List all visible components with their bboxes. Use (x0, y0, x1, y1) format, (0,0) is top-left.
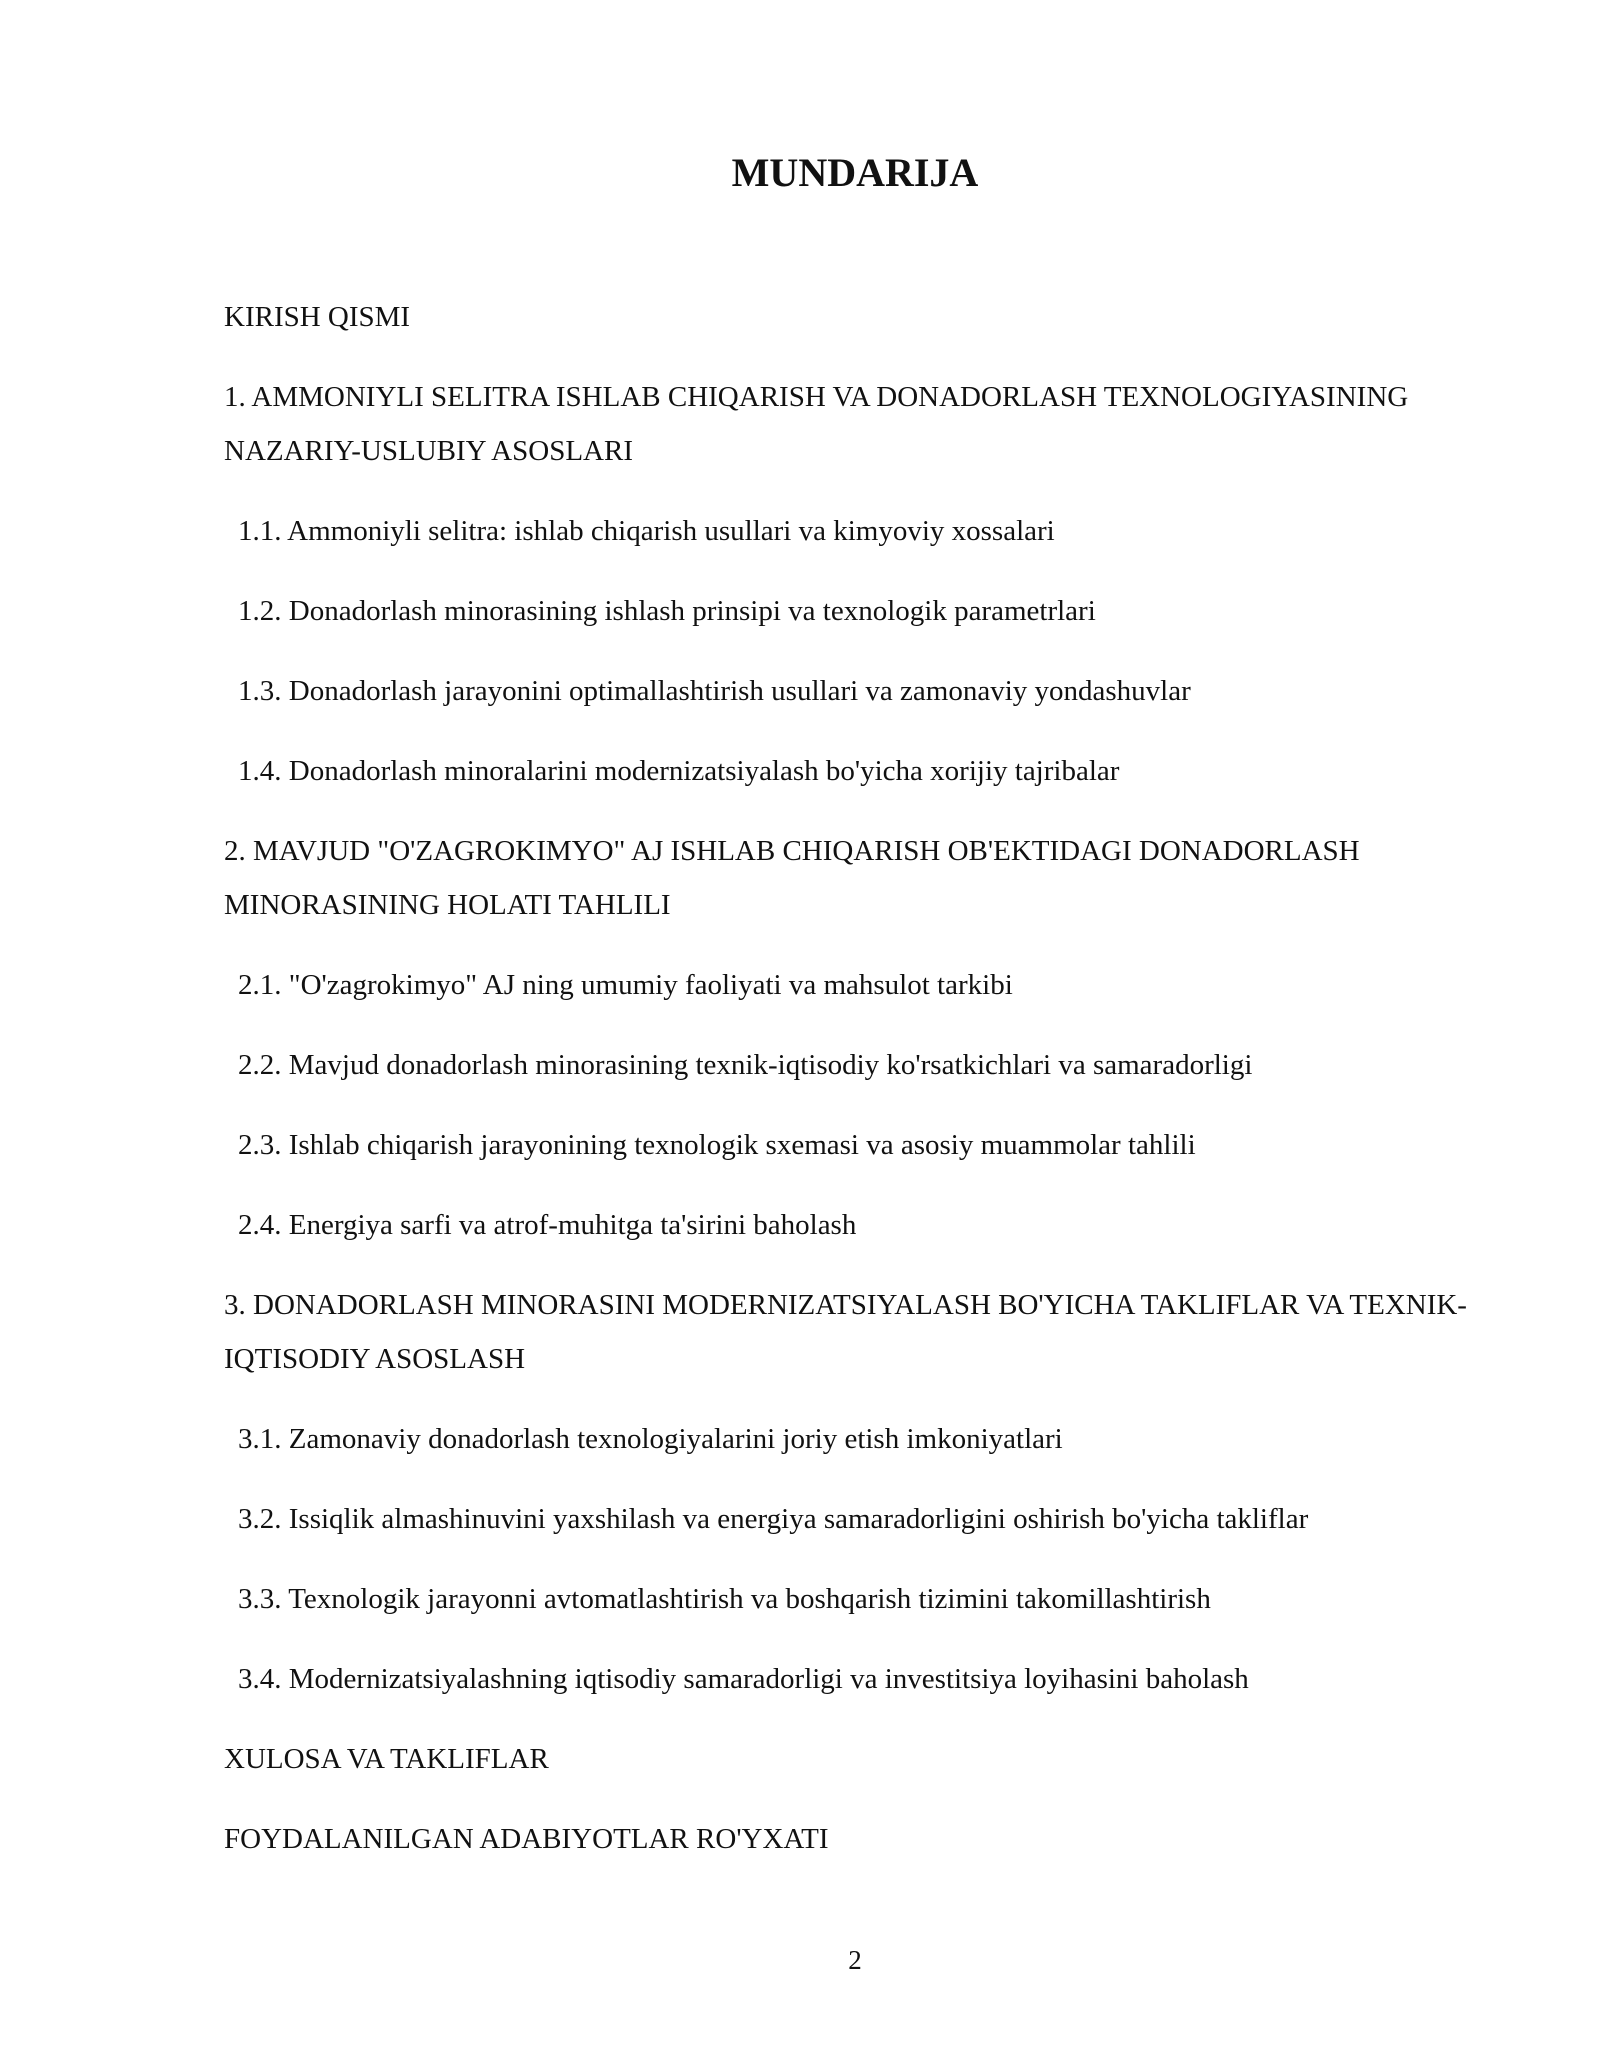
toc-entry-section-2-2: 2.2. Mavjud donadorlash minorasining texnik-iqtisodiy ko'rsatkichlari va samaradorligi (238, 1049, 1253, 1081)
toc-entry-chapter-1: 1. AMMONIYLI SELITRA ISHLAB CHIQARISH VA DONADORLASH TEXNOLOGIYASINING NAZARIY-USLUBIY ASOSLARI (224, 381, 1409, 467)
toc-entry-section-3-1: 3.1. Zamonaviy donadorlash texnologiyalarini joriy etish imkoniyatlari (238, 1423, 1063, 1455)
toc-entry-section-1-1: 1.1. Ammoniyli selitra: ishlab chiqarish usullari va kimyoviy xossalari (238, 515, 1055, 547)
toc-entry-chapter-2: 2. MAVJUD "O'ZAGROKIMYO" AJ ISHLAB CHIQARISH OB'EKTIDAGI DONADORLASH MINORASINING HOLATI TAHLILI (224, 835, 1360, 921)
toc-entry-section-1-2: 1.2. Donadorlash minorasining ishlash prinsipi va texnologik parametrlari (238, 595, 1096, 627)
toc-entry-chapter-3: 3. DONADORLASH MINORASINI MODERNIZATSIYALASH BO'YICHA TAKLIFLAR VA TEXNIK-IQTISODIY ASOSLASH (224, 1289, 1467, 1375)
toc-entry-section-3-2: 3.2. Issiqlik almashinuvini yaxshilash va energiya samaradorligini oshirish bo'yicha takliflar (238, 1503, 1309, 1535)
toc-entry-section-3-3: 3.3. Texnologik jarayonni avtomatlashtirish va boshqarish tizimini takomillashtirish (238, 1583, 1211, 1615)
table-of-contents (224, 290, 1474, 1892)
page-number: 2 (848, 1945, 862, 1975)
toc-entry-section-1-3: 1.3. Donadorlash jarayonini optimallashtirish usullari va zamonaviy yondashuvlar (238, 675, 1191, 707)
toc-entry-section-2-1: 2.1. "O'zagrokimyo" AJ ning umumiy faoliyati va mahsulot tarkibi (238, 969, 1013, 1001)
toc-entry-references: FOYDALANILGAN ADABIYOTLAR RO'YXATI (224, 1823, 829, 1855)
toc-entry-section-3-4: 3.4. Modernizatsiyalashning iqtisodiy samaradorligi va investitsiya loyihasini baholash (238, 1663, 1249, 1695)
toc-entry-section-2-4: 2.4. Energiya sarfi va atrof-muhitga ta'sirini baholash (238, 1209, 857, 1241)
toc-entry-conclusion: XULOSA VA TAKLIFLAR (224, 1743, 549, 1775)
page-title: MUNDARIJA (731, 150, 979, 195)
toc-entry-section-2-3: 2.3. Ishlab chiqarish jarayonining texnologik sxemasi va asosiy muammolar tahlili (238, 1129, 1196, 1161)
toc-entry-intro: KIRISH QISMI (224, 301, 411, 333)
toc-entry-section-1-4: 1.4. Donadorlash minoralarini modernizatsiyalash bo'yicha xorijiy tajribalar (238, 755, 1120, 787)
